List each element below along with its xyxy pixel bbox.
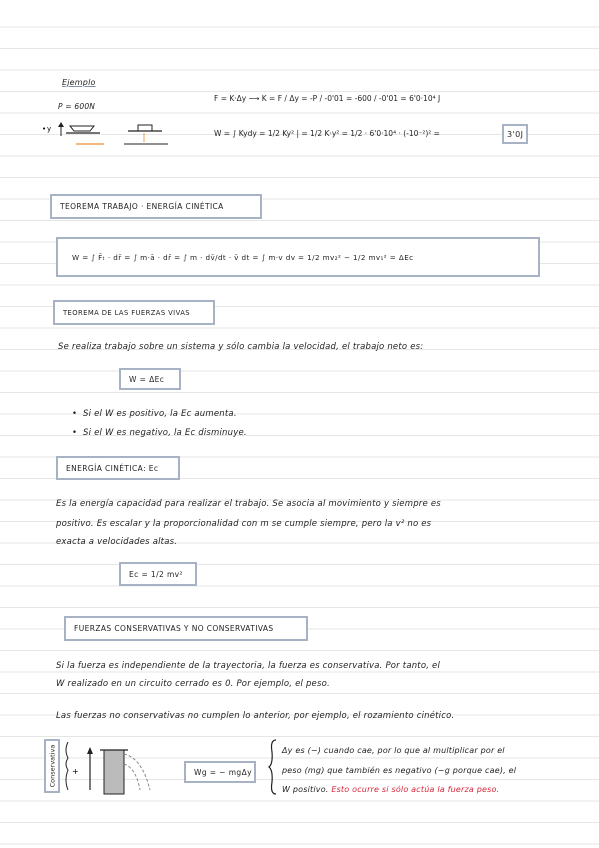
fuerzas-vivas-text: Se realiza trabajo sobre un sistema y sólo cambia la velocidad, el trabajo neto es: — [58, 342, 424, 352]
fuerzas-conservativas-title: FUERZAS CONSERVATIVAS Y NO CONSERVATIVAS — [64, 616, 308, 641]
energia-line-1: Es la energía capacidad para realizar el trabajo. Se asocia al movimiento y siempre es — [56, 499, 441, 509]
bullet-1-text: Si el W es positivo, la Ec aumenta. — [83, 409, 237, 419]
bullet-1: • Si el W es positivo, la Ec aumenta. — [72, 409, 237, 419]
brace-icon — [268, 738, 278, 796]
energia-line-2: positivo. Es escalar y la proporcionalidad con m se cumple siempre, pero la v² no es — [56, 519, 432, 529]
energia-line-3: exacta a velocidades altas. — [56, 537, 178, 547]
conservativa-side-label — [44, 739, 60, 793]
trabajo-peso-formula: Wg = − mgΔy — [184, 761, 256, 783]
fuerzas-vivas-title: TEOREMA DE LAS FUERZAS VIVAS — [53, 300, 215, 325]
ejemplo-row2: W = ∫ Kydy = 1/2 Ky² | = 1/2 K·y² = 1/2 · 6'0·10⁴ · (-10⁻²)² = — [214, 129, 440, 138]
nota-line-1: Δy es (−) cuando cae, por lo que al multiplicar por el — [282, 746, 505, 755]
fuerzas-line-2: W realizado en un circuito cerrado es 0. Por ejemplo, el peso. — [56, 679, 330, 689]
teorema-trabajo-formula: W = ∫ F̄ₜ · dr̄ = ∫ m·ā · dr̄ = ∫ m · dv̄/dt · v̄ dt = ∫ m·v dv = 1/2 mv₂² − 1/2 mv₁² = ΔEc — [56, 237, 540, 277]
bullet-2-text: Si el W es negativo, la Ec disminuye. — [83, 428, 247, 438]
ejemplo-row1: F = K·Δy ⟶ K = F / Δy = -P / -0'01 = -600 / -0'01 = 6'0·10⁴ J — [214, 94, 441, 103]
fuerzas-vivas-formula: W = ΔEc — [119, 368, 181, 390]
fuerzas-line-1: Si la fuerza es independiente de la trayectoria, la fuerza es conservativa. Por tanto, el — [56, 661, 441, 671]
ejemplo-result: 3'0J — [502, 124, 528, 144]
ejemplo-weight: P = 600N — [58, 102, 96, 111]
svg-text:y: y — [47, 125, 52, 133]
fuerzas-line-3: Las fuerzas no conservativas no cumplen lo anterior, por ejemplo, el rozamiento cinético. — [56, 711, 455, 721]
energia-cinetica-title: ENERGÍA CINÉTICA: Ec — [56, 456, 180, 480]
falling-object-diagram — [62, 736, 172, 796]
svg-text:•: • — [42, 125, 47, 133]
spring-diagram — [40, 118, 180, 154]
nota-line-2: peso (mg) que también es negativo (−g porque cae), el — [282, 766, 517, 775]
bullet-2: • Si el W es negativo, la Ec disminuye. — [72, 428, 247, 438]
nota-line-3 — [282, 786, 499, 794]
ejemplo-heading: Ejemplo — [62, 78, 96, 87]
energia-formula: Ec = 1/2 mv² — [119, 562, 197, 586]
svg-text:+: + — [72, 767, 79, 776]
conservativa-label-text: Conservativa — [48, 744, 56, 788]
nota-line-3-red: Esto ocurre si sólo actúa la fuerza peso. — [331, 785, 500, 794]
nota-line-3-black: W positivo. — [282, 785, 329, 794]
teorema-trabajo-title: TEOREMA TRABAJO · ENERGÍA CINÉTICA — [50, 194, 262, 219]
